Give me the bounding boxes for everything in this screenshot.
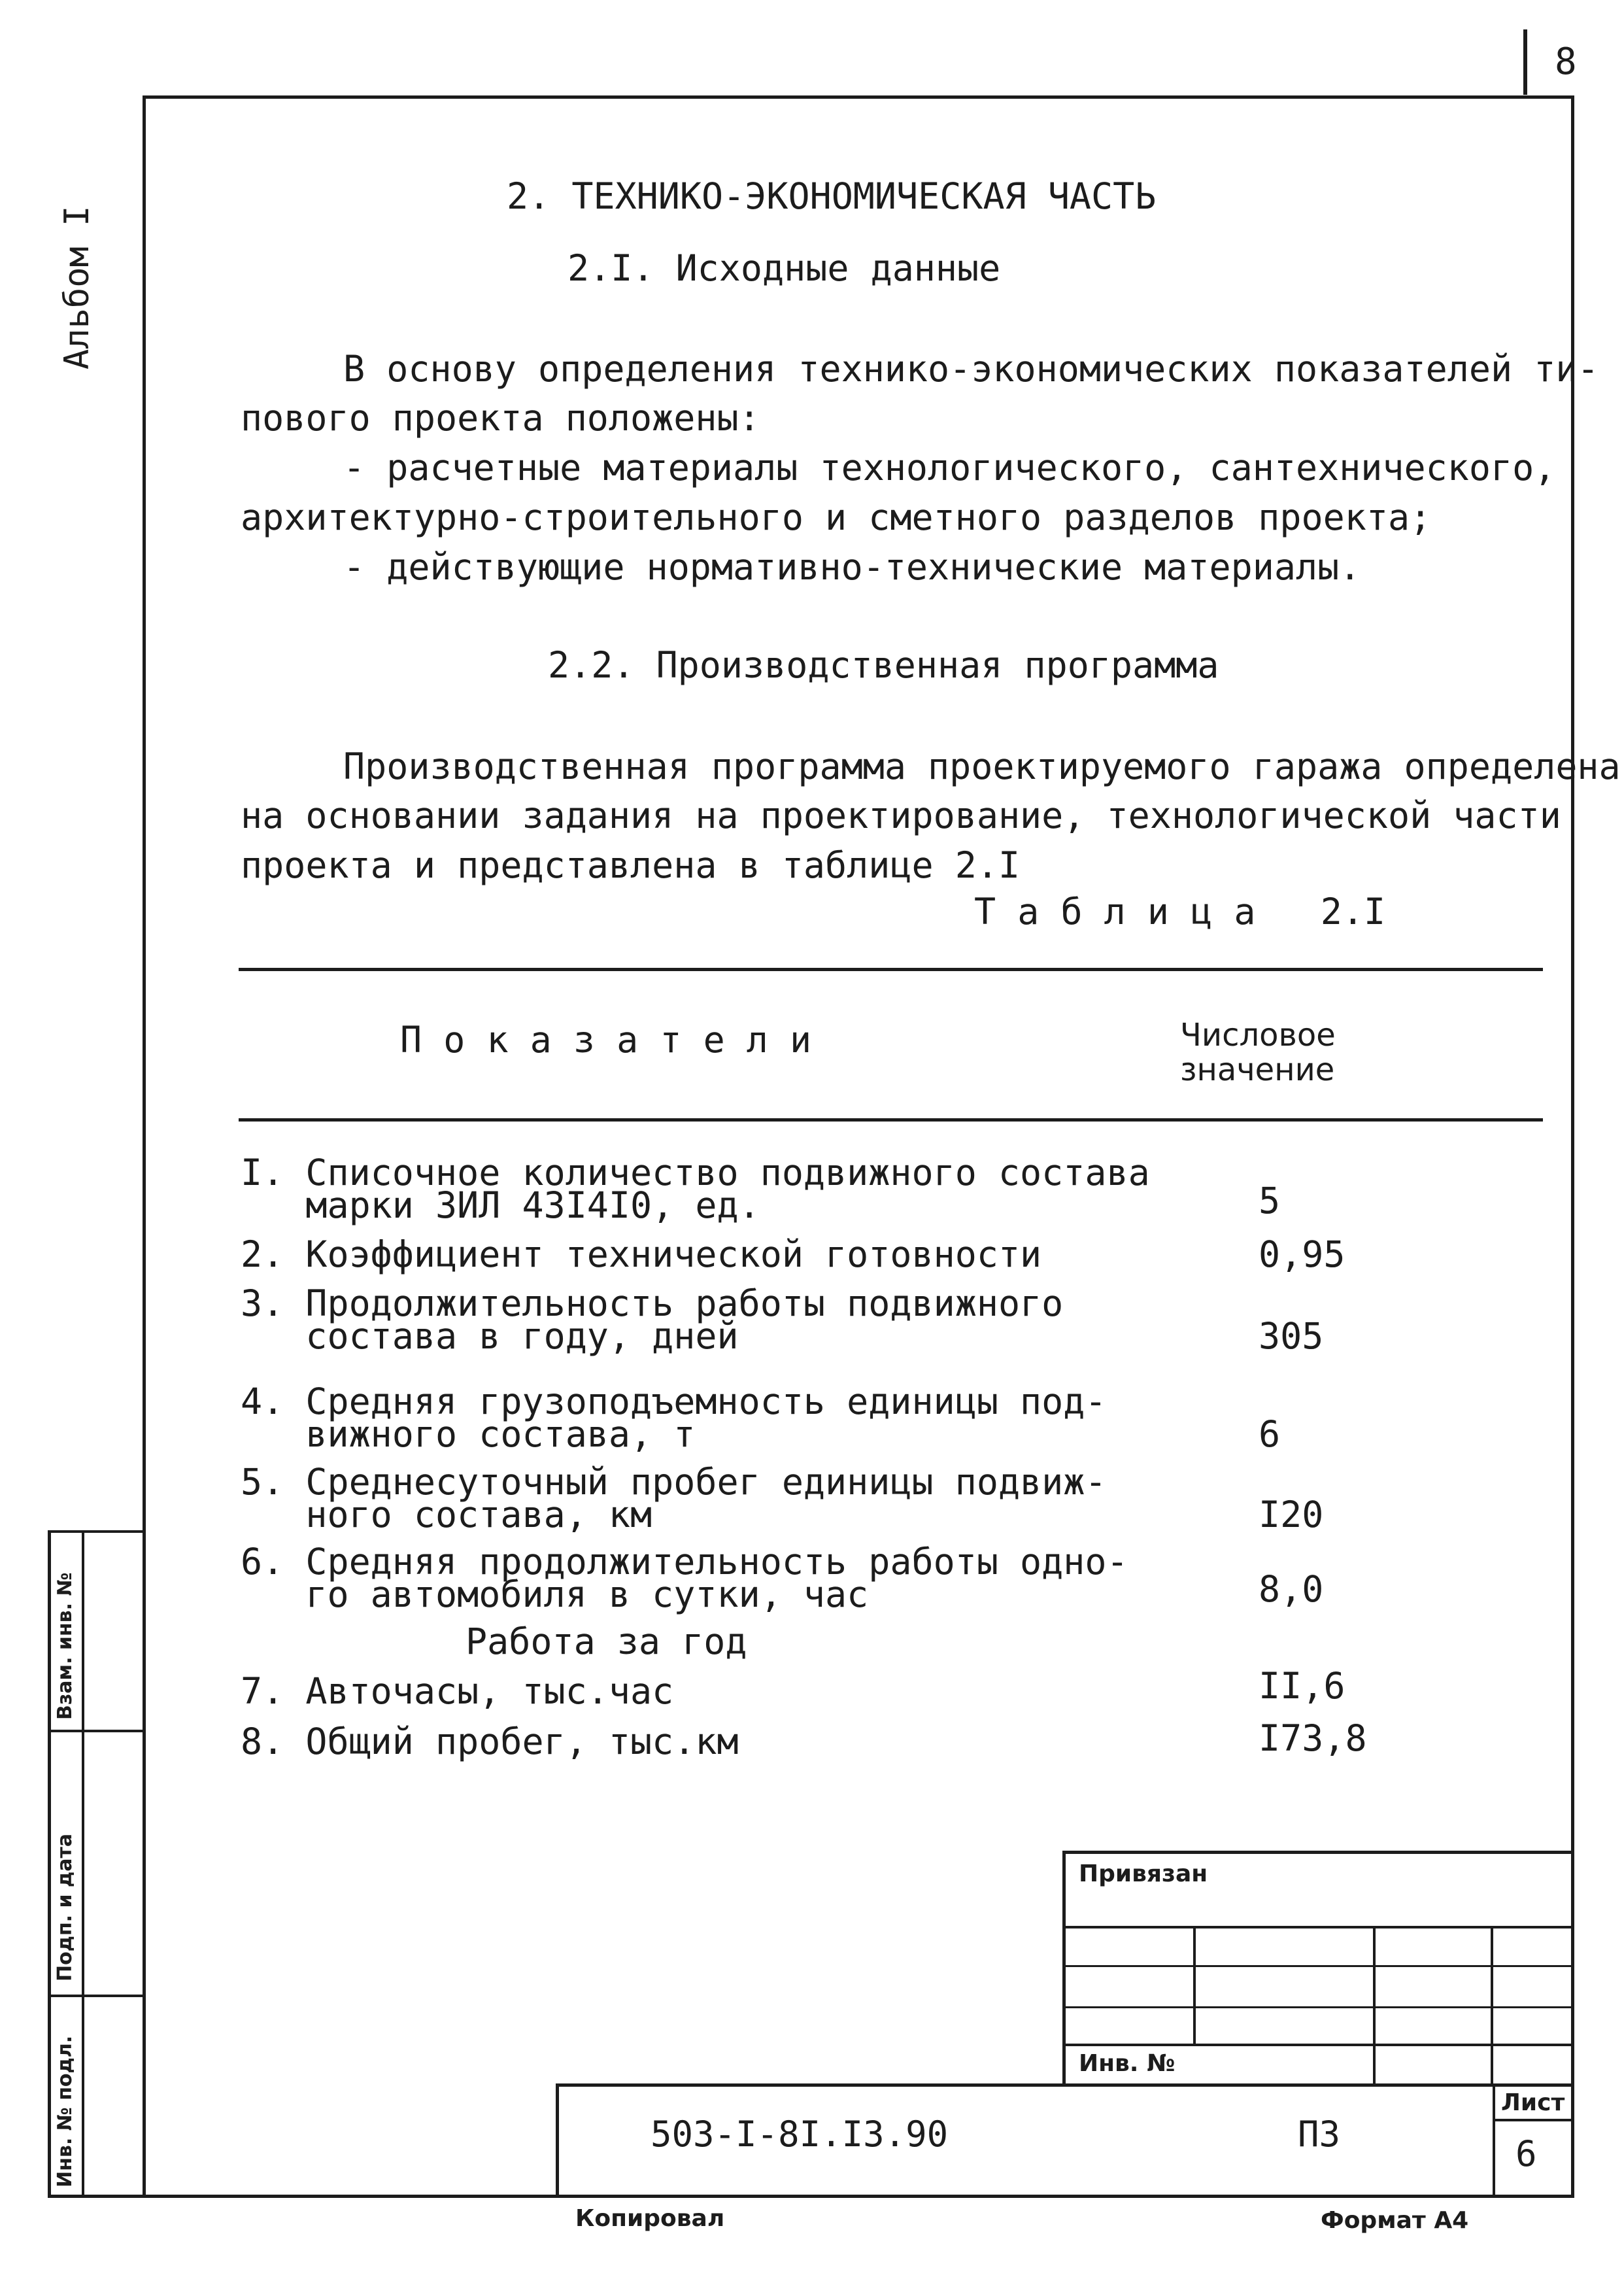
table-row-7-label: 7. Авточасы, тыс.час: [241, 1670, 674, 1712]
table-caption: Т а б л и ц а 2.I: [974, 891, 1386, 933]
table-subheading: Работа за год: [465, 1620, 747, 1662]
frame-top: [143, 95, 1574, 99]
intro-line-2: пового проекта положены:: [241, 397, 760, 439]
table-row-1-line-2: марки ЗИЛ 43I4I0, ед.: [241, 1184, 760, 1226]
program-line-3: проекта и представлена в таблице 2.I: [241, 844, 1021, 886]
table-row-4-line-2: вижного состава, т: [241, 1413, 696, 1455]
album-label: Альбом I: [58, 205, 97, 369]
table-row-5-value: I20: [1259, 1494, 1324, 1535]
program-line-2: на основании задания на проектирование, технологической части: [241, 795, 1561, 836]
side-label-podp-data: Подп. и дата: [54, 1833, 76, 1981]
table-row-4-line-1: 4. Средняя грузоподъемность единицы под-: [241, 1380, 1107, 1422]
subsection-1-title: 2.I. Исходные данные: [567, 247, 1001, 289]
side-label-inv-podl: Инв. № подл.: [54, 2035, 76, 2187]
frame-right: [1571, 95, 1574, 2198]
sheet-number: 6: [1515, 2133, 1537, 2174]
table-row-4-value: 6: [1259, 1413, 1281, 1455]
table-row-1-line-1: I. Списочное количество подвижного состава: [241, 1152, 1150, 1193]
page-number: 8: [1555, 41, 1577, 83]
table-row-6-line-1: 6. Средняя продолжительность работы одно-: [241, 1541, 1128, 1583]
doc-code: 503-I-8I.I3.90: [651, 2114, 949, 2155]
subsection-2-title: 2.2. Производственная программа: [548, 644, 1219, 686]
table-row-5-line-1: 5. Среднесуточный пробег единицы подвиж-: [241, 1461, 1107, 1503]
table-row-6-line-2: го автомобиля в сутки, час: [241, 1573, 869, 1615]
table-row-5-line-2: ного состава, км: [241, 1494, 652, 1535]
table-row-3-line-1: 3. Продолжительность работы подвижного: [241, 1282, 1064, 1324]
table-row-8-value: I73,8: [1259, 1717, 1367, 1759]
stamp-inv-no: Инв. №: [1079, 2050, 1176, 2077]
section-title: 2. ТЕХНИКО-ЭКОНОМИЧЕСКАЯ ЧАСТЬ: [507, 175, 1157, 217]
table-row-7-value: II,6: [1259, 1665, 1345, 1707]
side-label-vzam-inv: Взам. инв. №: [54, 1572, 76, 1720]
table-row-1-value: 5: [1259, 1180, 1281, 1222]
table-row-6-value: 8,0: [1259, 1568, 1324, 1610]
header-value-line-1: Числовое: [1180, 1017, 1336, 1054]
table-row-2-line-1: 2. Коэффициент технической готовности: [241, 1233, 1042, 1275]
frame-bottom: [48, 2195, 1574, 2198]
stamp-privyazan: Привязан: [1079, 1860, 1208, 1887]
frame-left: [143, 95, 146, 2198]
footer-copied: Копировал: [575, 2205, 725, 2232]
table-row-8-label: 8. Общий пробег, тыс.км: [241, 1721, 739, 1762]
bullet-1-line-1: - расчетные материалы технологического, сантехнического,: [343, 447, 1556, 488]
intro-line-1: В основу определения технико-экономических показателей ти-: [343, 348, 1599, 390]
sheet-label: Лист: [1501, 2089, 1565, 2116]
header-indicator: П о к а з а т е л и: [400, 1019, 812, 1061]
doc-type: ПЗ: [1298, 2114, 1341, 2155]
table-row-3-line-2: состава в году, дней: [241, 1315, 739, 1357]
footer-format: Формат А4: [1321, 2207, 1469, 2234]
table-top-rule: [239, 968, 1543, 971]
program-line-1: Производственная программа проектируемого гаража определена: [343, 745, 1621, 787]
header-value-line-2: значение: [1180, 1052, 1335, 1088]
bullet-2: - действующие нормативно-технические материалы.: [343, 546, 1361, 588]
bullet-1-line-2: архитектурно-строительного и сметного разделов проекта;: [241, 496, 1432, 538]
table-row-3-value: 305: [1259, 1315, 1324, 1357]
table-row-2-value: 0,95: [1259, 1233, 1345, 1275]
table-header-rule: [239, 1118, 1543, 1122]
